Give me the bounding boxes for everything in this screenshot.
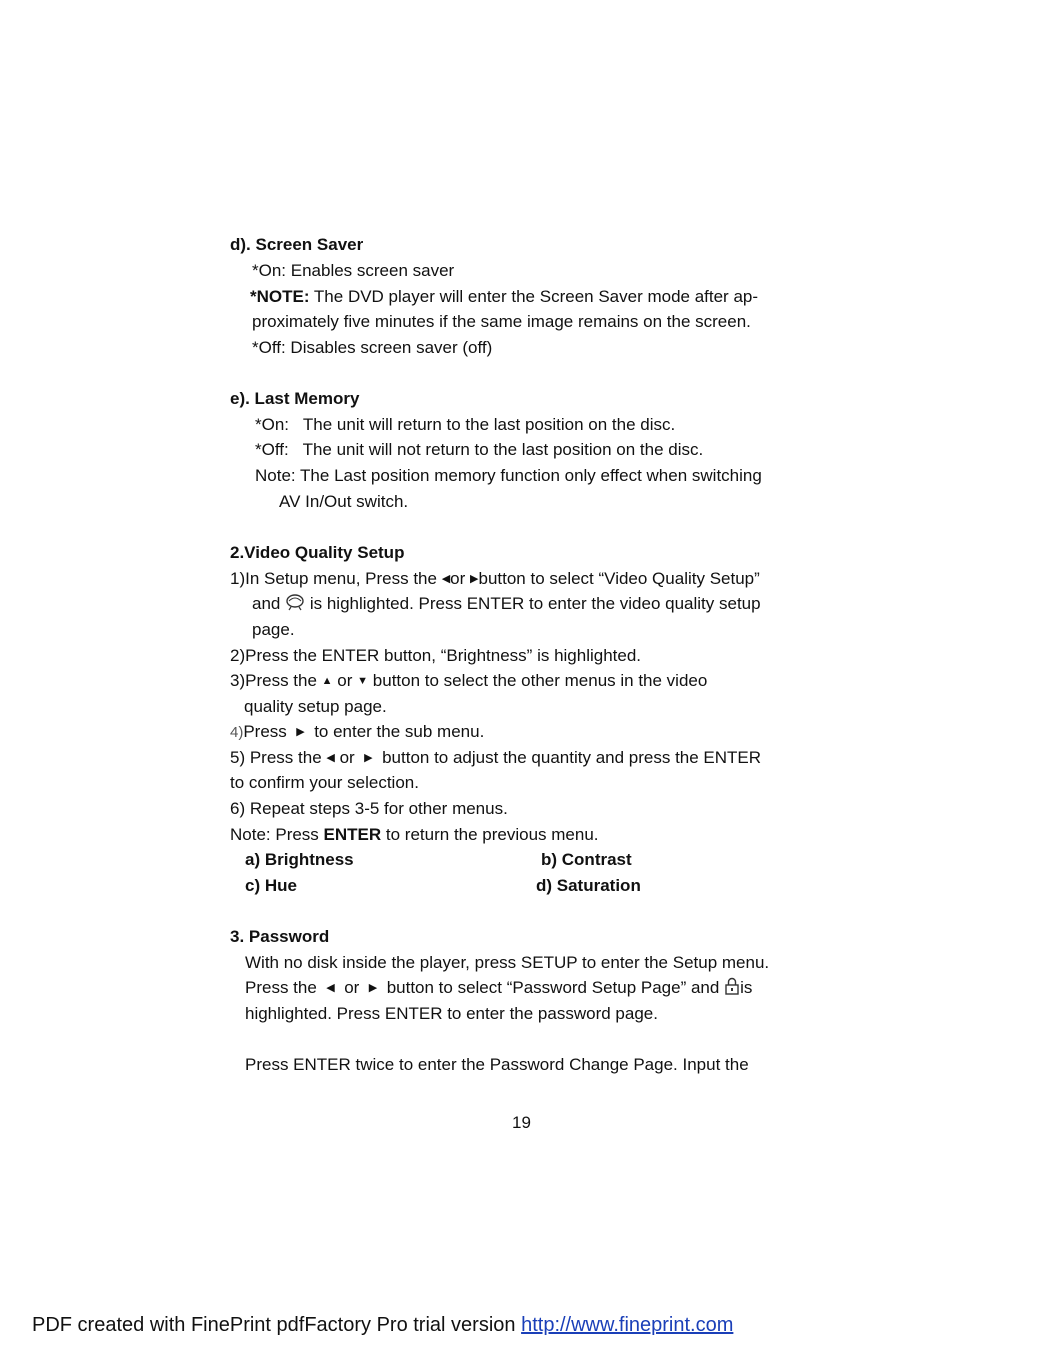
step5-text-b: button to adjust the quantity and press the ENTER (382, 748, 762, 767)
password-line4: Press ENTER twice to enter the Password Change Page. Input the (245, 1055, 749, 1074)
on-label: *On: (255, 415, 290, 434)
screen-saver-on: *On: Enables screen saver (252, 261, 455, 280)
right-arrow-icon: ▶ (368, 982, 378, 994)
password-text-b: button to select “Password Setup Page” and (386, 978, 720, 997)
video-step1-line1 (230, 568, 760, 590)
option-brightness: a) Brightness (245, 850, 354, 869)
step3-text-b: button to select the other menus in the video (372, 671, 708, 690)
or-text: or (339, 748, 355, 767)
last-memory-note-1: Note: The Last position memory function only effect when switching (255, 466, 762, 485)
password-heading: 3. Password (230, 927, 330, 946)
screen-saver-note-2: proximately five minutes if the same image remains on the screen. (252, 312, 751, 331)
note-label: *NOTE: (250, 287, 310, 306)
or-text: or (337, 671, 353, 690)
step5-text: 5) Press the (230, 748, 322, 767)
step1-text: 1)In Setup menu, Press the (230, 569, 437, 588)
note-text: Note: Press (230, 825, 319, 844)
video-step6: 6) Repeat steps 3-5 for other menus. (230, 799, 508, 818)
password-line2 (245, 977, 752, 1001)
note-text: The DVD player will enter the Screen Saver mode after ap- (313, 287, 759, 306)
video-step1-line3: page. (252, 620, 295, 639)
video-note (230, 824, 599, 846)
password-text: Press the (245, 978, 317, 997)
last-memory-on (255, 414, 675, 436)
pdf-footer (32, 1313, 733, 1337)
right-arrow-icon: ▶ (470, 573, 479, 585)
step4-text: Press (243, 722, 287, 741)
video-step3-line1 (230, 670, 707, 692)
option-saturation: d) Saturation (536, 876, 641, 895)
option-contrast: b) Contrast (541, 850, 632, 869)
option-hue: c) Hue (245, 876, 297, 895)
and-text: and (252, 594, 281, 613)
page-number: 19 (512, 1113, 531, 1132)
video-step1-line2 (252, 593, 761, 617)
or-text: or (450, 569, 466, 588)
left-arrow-icon: ◀ (441, 573, 451, 585)
screen-saver-off: *Off: Disables screen saver (off) (252, 338, 493, 357)
left-arrow-icon: ◀ (326, 982, 335, 994)
step4-text-b: to enter the sub menu. (314, 722, 485, 741)
video-step4 (230, 721, 484, 744)
password-line1: With no disk inside the player, press SETUP to enter the Setup menu. (245, 953, 770, 972)
video-step2: 2)Press the ENTER button, “Brightness” is highlighted. (230, 646, 642, 665)
last-memory-note-2: AV In/Out switch. (279, 492, 409, 511)
or-text: or (344, 978, 360, 997)
step1-text-c: is highlighted. Press ENTER to enter the video quality setup (309, 594, 761, 613)
step4-number: 4) (230, 724, 244, 741)
last-memory-heading: e). Last Memory (230, 389, 360, 408)
video-quality-icon (285, 593, 305, 617)
step3-text: 3)Press the (230, 671, 317, 690)
note-enter: ENTER (323, 825, 382, 844)
left-arrow-icon: ◀ (326, 752, 335, 764)
off-label: *Off: (255, 440, 289, 459)
video-step3-line2: quality setup page. (244, 697, 387, 716)
right-arrow-icon: ▶ (296, 726, 305, 738)
video-quality-heading: 2.Video Quality Setup (230, 543, 405, 562)
on-text: The unit will return to the last position on the disc. (302, 415, 676, 434)
down-arrow-icon: ▼ (357, 675, 369, 687)
footer-text: PDF created with FinePrint pdfFactory Pro trial version (32, 1314, 516, 1336)
fineprint-link[interactable]: http://www.fineprint.com (521, 1314, 734, 1336)
screen-saver-note-1 (250, 286, 758, 308)
right-arrow-icon: ▶ (364, 752, 373, 764)
video-step5-line2: to confirm your selection. (230, 773, 419, 792)
password-line3: highlighted. Press ENTER to enter the password page. (245, 1004, 658, 1023)
step1-text-b: button to select “Video Quality Setup” (478, 569, 760, 588)
note-text-b: to return the previous menu. (385, 825, 599, 844)
last-memory-off (255, 439, 703, 461)
video-step5-line1 (230, 747, 761, 769)
up-arrow-icon: ▲ (321, 675, 333, 687)
off-text: The unit will not return to the last position on the disc. (302, 440, 704, 459)
lock-icon (724, 977, 740, 1001)
password-text-c: is (740, 978, 753, 997)
screen-saver-heading: d). Screen Saver (230, 235, 364, 254)
